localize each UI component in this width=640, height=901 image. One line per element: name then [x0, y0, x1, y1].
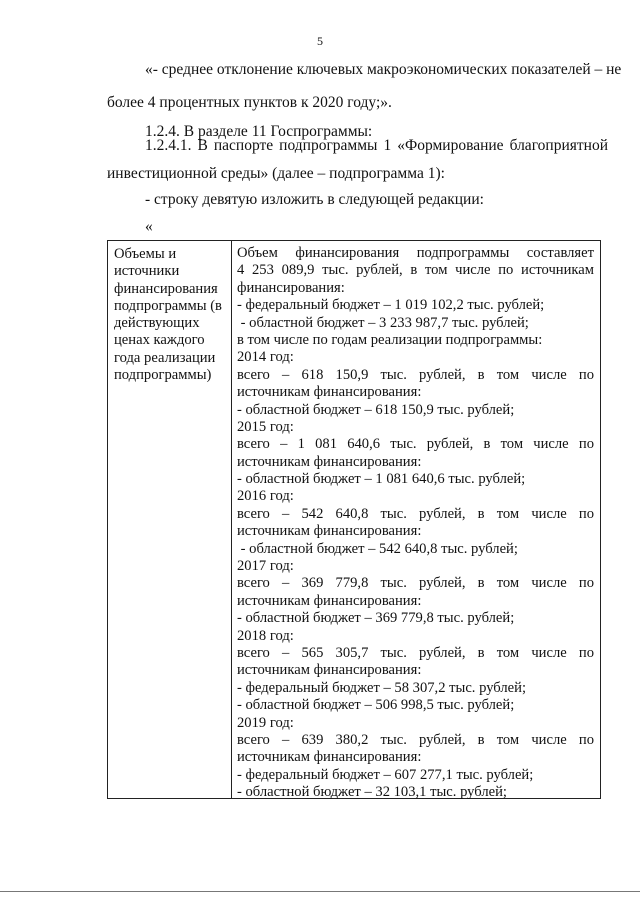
- right-cell-line: всего – 1 081 640,6 тыс. рублей, в том числе по: [237, 436, 594, 453]
- left-cell-line: действующих: [114, 315, 200, 332]
- right-cell-line: 2016 год:: [237, 488, 294, 505]
- right-cell-line: источникам финансирования:: [237, 592, 422, 609]
- right-cell-line: в том числе по годам реализации подпрограммы:: [237, 331, 543, 348]
- table-column-divider: [231, 240, 232, 799]
- right-cell-line: финансирования:: [237, 279, 345, 296]
- right-cell-line: источникам финансирования:: [237, 453, 422, 470]
- paragraph-line: «- среднее отклонение ключевых макроэкономических показателей – не: [145, 61, 622, 78]
- right-cell-line: всего – 565 305,7 тыс. рублей, в том числе по: [237, 644, 594, 661]
- table-right-cell: [237, 245, 594, 802]
- right-cell-line: 2019 год:: [237, 714, 294, 731]
- paragraph-line: инвестиционной среды» (далее – подпрограмма 1):: [107, 165, 445, 182]
- page-number: 5: [317, 34, 323, 48]
- paragraph-line: более 4 процентных пунктов к 2020 году;».: [107, 94, 392, 111]
- scan-bottom-edge: [0, 891, 640, 892]
- right-cell-line: - областной бюджет – 542 640,8 тыс. рублей;: [237, 540, 518, 557]
- left-cell-line: финансирования: [114, 280, 218, 297]
- right-cell-line: Объем финансирования подпрограммы составляет: [237, 245, 594, 261]
- right-cell-line: источникам финансирования:: [237, 384, 422, 401]
- right-cell-line: всего – 542 640,8 тыс. рублей, в том числе по: [237, 505, 594, 522]
- left-cell-line: Объемы и: [114, 246, 177, 262]
- right-cell-line: всего – 639 380,2 тыс. рублей, в том числе по: [237, 731, 594, 748]
- left-cell-line: источники: [114, 263, 180, 280]
- right-cell-line: 4 253 089,9 тыс. рублей, в том числе по источникам: [237, 262, 594, 279]
- right-cell-line: - федеральный бюджет – 58 307,2 тыс. рублей;: [237, 679, 526, 696]
- paragraph-line: 1.2.4. В разделе 11 Госпрограммы:: [145, 123, 373, 140]
- right-cell-line: - федеральный бюджет – 607 277,1 тыс. рублей;: [237, 766, 534, 783]
- left-cell-line: года реализации: [114, 349, 216, 366]
- right-cell-line: источникам финансирования:: [237, 523, 422, 540]
- paragraph-line: 1.2.4.1. В паспорте подпрограммы 1 «Формирование благоприятной: [145, 137, 608, 154]
- right-cell-line: - федеральный бюджет – 1 019 102,2 тыс. рублей;: [237, 297, 545, 314]
- right-cell-line: - областной бюджет – 3 233 987,7 тыс. рублей;: [237, 314, 529, 331]
- left-cell-line: ценах каждого: [114, 332, 205, 349]
- right-cell-line: - областной бюджет – 32 103,1 тыс. рублей;: [237, 784, 507, 801]
- right-cell-line: источникам финансирования:: [237, 749, 422, 766]
- left-cell-line: подпрограммы): [114, 367, 212, 384]
- right-cell-line: всего – 369 779,8 тыс. рублей, в том числе по: [237, 575, 594, 592]
- left-cell-line: подпрограммы (в: [114, 297, 222, 314]
- right-cell-line: всего – 618 150,9 тыс. рублей, в том числе по: [237, 366, 594, 383]
- right-cell-line: 2018 год:: [237, 627, 294, 644]
- right-cell-line: 2014 год:: [237, 349, 294, 366]
- right-cell-line: - областной бюджет – 369 779,8 тыс. рублей;: [237, 610, 515, 627]
- right-cell-line: 2015 год:: [237, 418, 294, 435]
- right-cell-line: - областной бюджет – 618 150,9 тыс. рублей;: [237, 401, 515, 418]
- open-quote: «: [145, 218, 153, 235]
- paragraph-line: - строку девятую изложить в следующей редакции:: [145, 191, 484, 208]
- right-cell-line: источникам финансирования:: [237, 662, 422, 679]
- table-left-cell: [114, 246, 229, 384]
- right-cell-line: 2017 год:: [237, 558, 294, 575]
- right-cell-line: - областной бюджет – 506 998,5 тыс. рублей;: [237, 697, 515, 714]
- right-cell-line: - областной бюджет – 1 081 640,6 тыс. рублей;: [237, 471, 526, 488]
